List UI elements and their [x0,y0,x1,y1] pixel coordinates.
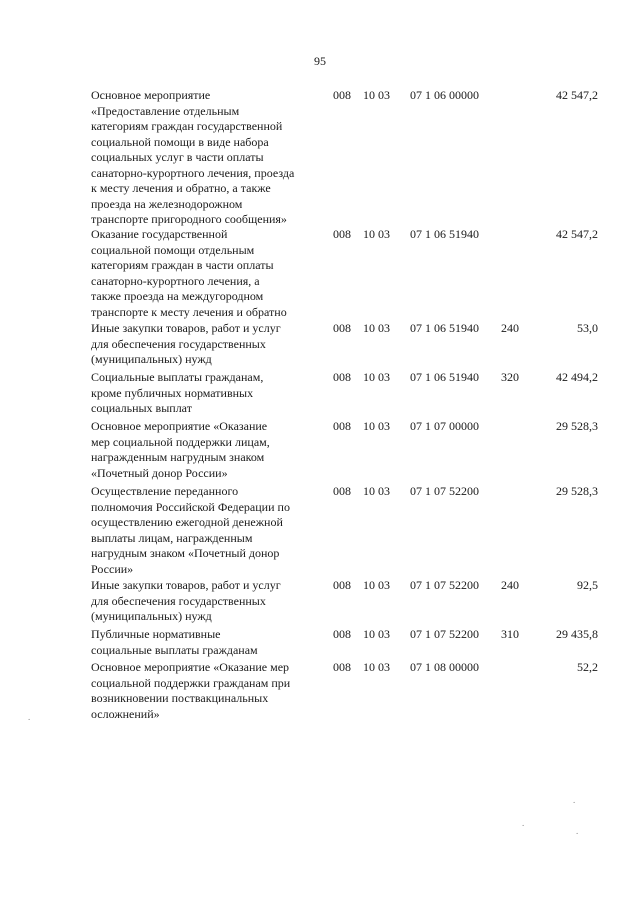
description-line: Осуществление переданного [91,484,239,498]
description-line: Основное мероприятие «Оказание мер [91,660,290,674]
section-code: 10 03 [363,627,390,641]
amount: 29 435,8 [556,627,598,641]
expense-type-code: 240 [501,321,519,335]
amount: 42 547,2 [556,88,598,102]
description-line: транспорте к месту лечения и обратно [91,304,287,319]
description-line: мер социальной поддержки лицам, [91,434,270,449]
row-description [91,321,326,368]
description-line: (муниципальных) нужд [91,352,212,366]
description-line: Публичные нормативные [91,627,221,641]
row-description [91,419,326,481]
description-line: Иные закупки товаров, работ и услуг [91,321,281,335]
description-line: социальные выплаты гражданам [91,642,258,657]
description-line: (муниципальных) нужд [91,609,212,623]
page-number: 95 [314,54,326,68]
amount: 29 528,3 [556,484,598,498]
amount: 92,5 [577,578,598,592]
expense-type-code: 240 [501,578,519,592]
amount: 42 547,2 [556,227,598,241]
description-line: Основное мероприятие [91,88,211,102]
description-line: кроме публичных нормативных [91,385,254,400]
description-line: социальных выплат [91,401,192,415]
scan-speck: . [576,826,579,836]
grbs-code: 008 [333,660,351,674]
scan-speck: . [522,818,525,828]
scan-speck: . [28,712,31,722]
description-line: Основное мероприятие «Оказание [91,419,268,433]
description-line: Иные закупки товаров, работ и услуг [91,578,281,592]
description-line: социальных услуг в части оплаты [91,150,264,164]
description-line: также проезда на междугородном [91,289,264,303]
target-article-code: 07 1 07 00000 [410,419,479,433]
description-line: проезда на железнодорожном [91,196,243,211]
description-line: осуществлению ежегодной денежной [91,515,283,529]
amount: 52,2 [577,660,598,674]
description-line: полномочия Российской Федерации по [91,499,290,514]
grbs-code: 008 [333,578,351,592]
target-article-code: 07 1 06 51940 [410,227,479,241]
description-line: категориям граждан в части оплаты [91,258,274,272]
grbs-code: 008 [333,227,351,241]
grbs-code: 008 [333,484,351,498]
section-code: 10 03 [363,370,390,384]
grbs-code: 008 [333,419,351,433]
target-article-code: 07 1 07 52200 [410,578,479,592]
target-article-code: 07 1 07 52200 [410,484,479,498]
description-line: социальной помощи в виде набора [91,134,269,149]
grbs-code: 008 [333,627,351,641]
description-line: социальной поддержки гражданам при [91,675,291,690]
row-description [91,484,326,577]
amount: 42 494,2 [556,370,598,384]
row-description [91,88,326,228]
description-line: санаторно-курортного лечения, а [91,273,260,288]
row-description [91,227,326,320]
description-line: «Почетный донор России» [91,465,228,480]
target-article-code: 07 1 08 00000 [410,660,479,674]
description-line: категориям граждан государственной [91,119,283,133]
row-description [91,578,326,625]
description-line: возникновении поствакцинальных [91,691,269,705]
section-code: 10 03 [363,419,390,433]
description-line: осложнений» [91,706,160,721]
grbs-code: 008 [333,370,351,384]
row-description [91,660,326,722]
target-article-code: 07 1 06 00000 [410,88,479,102]
description-line: для обеспечения государственных [91,593,266,608]
target-article-code: 07 1 06 51940 [410,321,479,335]
target-article-code: 07 1 06 51940 [410,370,479,384]
section-code: 10 03 [363,227,390,241]
description-line: Оказание государственной [91,227,228,241]
target-article-code: 07 1 07 52200 [410,627,479,641]
description-line: «Предоставление отдельным [91,103,240,118]
description-line: Социальные выплаты гражданам, [91,370,264,384]
description-line: к месту лечения и обратно, а также [91,181,271,195]
grbs-code: 008 [333,321,351,335]
grbs-code: 008 [333,88,351,102]
description-line: нагрудным знаком «Почетный донор [91,546,280,560]
description-line: транспорте пригородного сообщения» [91,212,287,226]
section-code: 10 03 [363,321,390,335]
amount: 53,0 [577,321,598,335]
section-code: 10 03 [363,578,390,592]
description-line: для обеспечения государственных [91,336,266,351]
expense-type-code: 320 [501,370,519,384]
description-line: награжденным нагрудным знаком [91,450,265,464]
description-line: выплаты лицам, награжденным [91,530,253,545]
description-line: России» [91,561,134,576]
description-line: социальной помощи отдельным [91,242,255,257]
row-description [91,627,326,658]
section-code: 10 03 [363,484,390,498]
section-code: 10 03 [363,88,390,102]
row-description [91,370,326,417]
expense-type-code: 310 [501,627,519,641]
description-line: санаторно-курортного лечения, проезда [91,165,295,180]
scan-speck: . [573,795,576,805]
section-code: 10 03 [363,660,390,674]
amount: 29 528,3 [556,419,598,433]
